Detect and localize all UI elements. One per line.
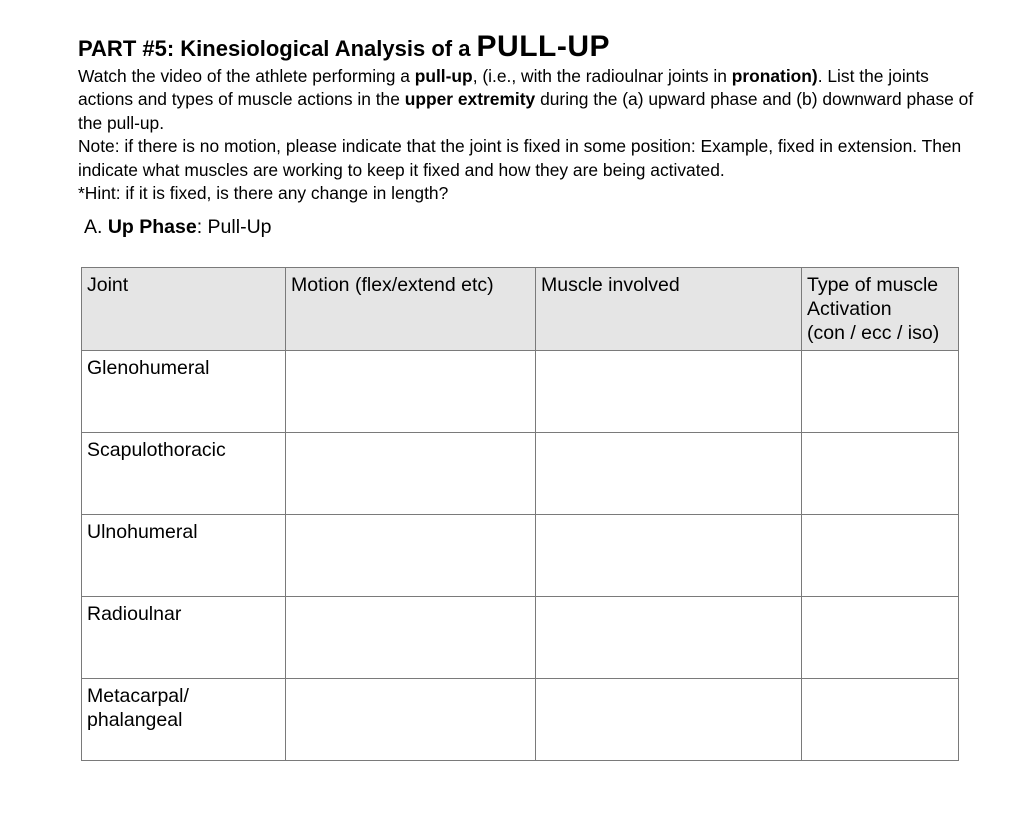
motion-cell[interactable] <box>286 515 536 597</box>
section-suffix: : Pull-Up <box>196 216 272 238</box>
header-muscle: Muscle involved <box>536 268 802 351</box>
table-row <box>82 433 959 515</box>
section-prefix: A. <box>84 216 108 238</box>
joint-cell: Ulnohumeral <box>82 515 286 597</box>
section-title: Up Phase <box>107 216 197 238</box>
title-prefix: PART #5: Kinesiological Analysis of a <box>78 36 477 61</box>
muscle-cell[interactable] <box>536 433 802 515</box>
header-activation-line: Type of muscle <box>807 274 939 296</box>
instructions-text: . List the joints actions and types of muscle actions in the <box>78 66 929 110</box>
table-row <box>82 351 959 433</box>
motion-cell[interactable] <box>286 679 536 761</box>
section-heading <box>84 216 272 239</box>
table-row <box>82 679 959 761</box>
joint-cell <box>82 679 286 761</box>
joint-cell: Glenohumeral <box>82 351 286 433</box>
title-emphasis: PULL-UP <box>476 30 611 63</box>
analysis-table <box>81 267 959 761</box>
instructions-note: Note: if there is no motion, please indicate that the joint is fixed in some position: Example, fixed in extension. Then indicate what muscles are working to keep it fixed and how they are being activated. <box>78 136 962 180</box>
header-activation-line: (con / ecc / iso) <box>807 322 940 344</box>
muscle-cell[interactable] <box>536 351 802 433</box>
page-title <box>78 30 610 64</box>
header-activation-line: Activation <box>807 298 892 320</box>
instructions <box>78 65 978 205</box>
joint-cell: Scapulothoracic <box>82 433 286 515</box>
instructions-bold-upper-extremity: upper extremity <box>404 89 536 110</box>
muscle-cell[interactable] <box>536 597 802 679</box>
joint-cell: Radioulnar <box>82 597 286 679</box>
activation-cell[interactable] <box>802 433 959 515</box>
activation-cell[interactable] <box>802 351 959 433</box>
muscle-cell[interactable] <box>536 679 802 761</box>
instructions-bold-pronation: pronation) <box>731 66 818 86</box>
motion-cell[interactable] <box>286 351 536 433</box>
motion-cell[interactable] <box>286 597 536 679</box>
instructions-text: during the (a) upward phase and (b) downward phase of the pull-up. <box>78 89 974 133</box>
muscle-cell[interactable] <box>536 515 802 597</box>
table-row <box>82 515 959 597</box>
instructions-paragraph <box>78 65 978 135</box>
activation-cell[interactable] <box>802 679 959 761</box>
activation-cell[interactable] <box>802 515 959 597</box>
header-activation-type <box>802 268 959 351</box>
header-joint: Joint <box>82 268 286 351</box>
instructions-hint: *Hint: if it is fixed, is there any change in length? <box>78 183 449 204</box>
instructions-text: Watch the video of the athlete performing a <box>78 66 415 86</box>
joint-cell-line: phalangeal <box>87 709 183 731</box>
joint-cell-line: Metacarpal/ <box>87 685 189 707</box>
instructions-bold-pullup: pull-up <box>414 66 473 86</box>
table-row <box>82 597 959 679</box>
motion-cell[interactable] <box>286 433 536 515</box>
header-motion: Motion (flex/extend etc) <box>286 268 536 351</box>
instructions-text: , (i.e., with the radioulnar joints in <box>472 66 732 86</box>
activation-cell[interactable] <box>802 597 959 679</box>
table-header-row <box>82 268 959 351</box>
